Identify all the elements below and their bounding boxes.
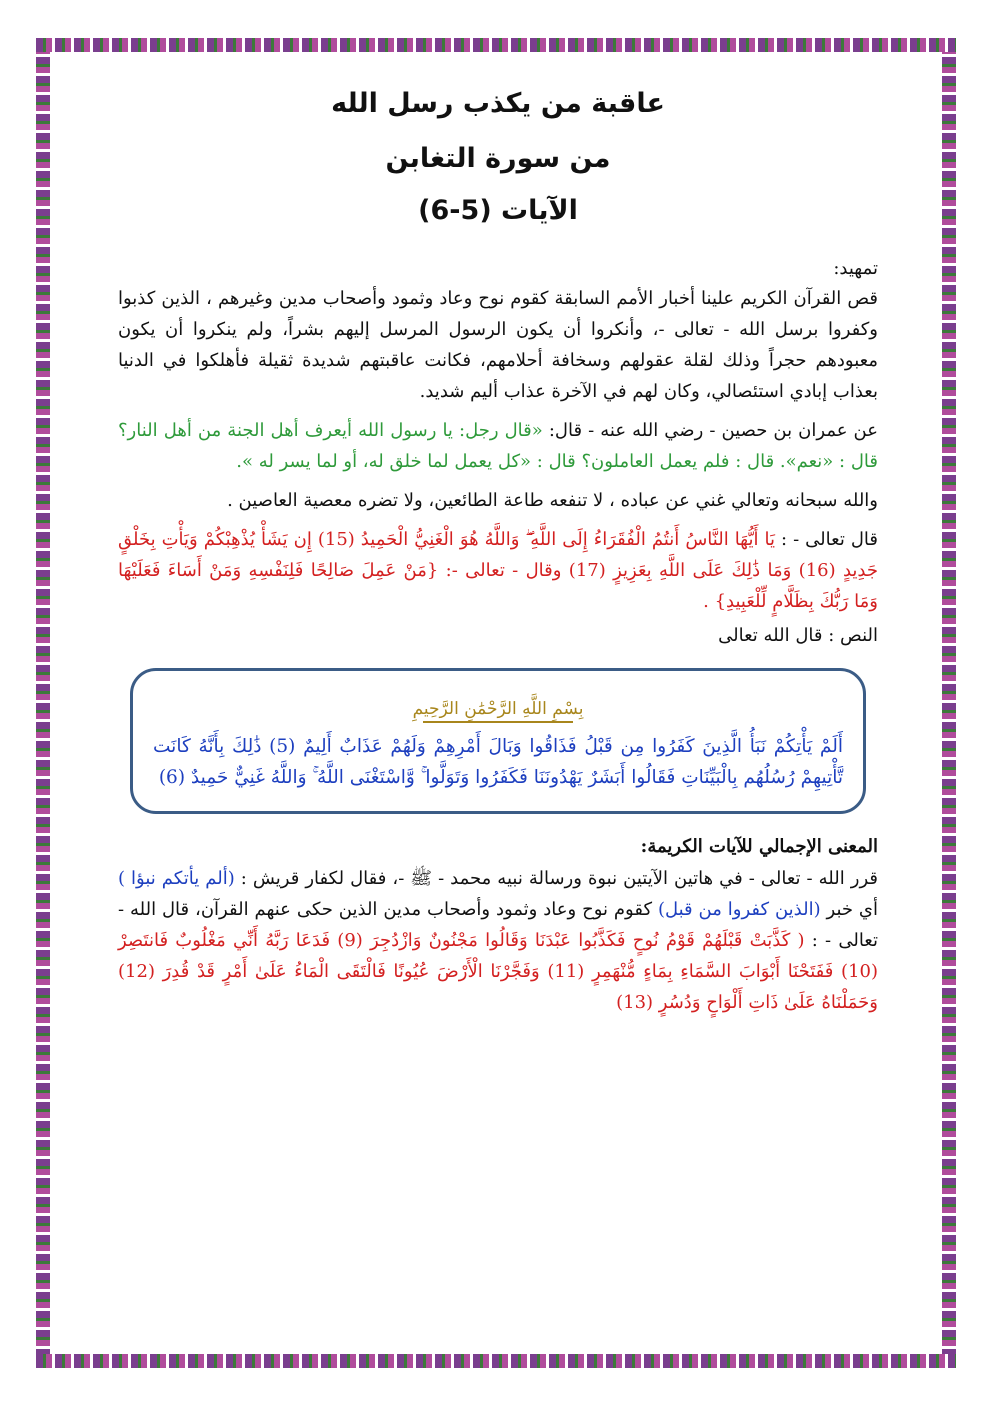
hadith-prefix: عن عمران بن حصين - رضي الله عنه - قال: xyxy=(542,419,878,441)
intro-paragraph: قص القرآن الكريم علينا أخبار الأمم السابقة كقوم نوح وعاد وثمود وأصحاب مدين وغيرهم ، الذين كذبوا وكفروا برسل الله - تعالى -، وأنكروا أن يكون الرسول المرسل إليهم بشراً، ولم ينكروا أن يكون معبودهم حجراً وذلك لقلة عقولهم وسخافة أحلامهم، فكانت عاقبتهم شديدة ثقيلة فأهلكوا في الدنيا بعذاب إبادي استئصالي، وكان لهم في الآخرة عذاب أليم شديد. xyxy=(118,287,878,402)
hadith-text: «قال رجل: يا رسول الله أيعرف أهل الجنة من أهل النار؟ قال : «نعم». قال : فلم يعمل العاملون؟ قال : «كل يعمل لما خلق له، أو لما يسر له ». xyxy=(118,419,878,472)
basmala-text: بِسْمِ اللَّهِ الرَّحْمَٰنِ الرَّحِيمِ xyxy=(412,698,584,719)
meaning-phrase-2: (الذين كفروا من قبل) xyxy=(657,898,821,920)
meaning-verses: ( كَذَّبَتْ قَبْلَهُمْ قَوْمُ نُوحٍ فَكَذَّبُوا عَبْدَنَا وَقَالُوا مَجْنُونٌ وَازْدُجِرَ (9) فَدَعَا رَبَّهُ أَنِّي مَغْلُوبٌ فَانتَصِرْ (10) فَفَتَحْنَا أَبْوَابَ السَّمَاءِ بِمَاءٍ مُّنْهَمِرٍ (11) وَفَجَّرْنَا الْأَرْضَ عُيُونًا فَالْتَقَى الْمَاءُ عَلَىٰ أَمْرٍ قَدْ قُدِرَ (12) وَحَمَلْنَاهُ عَلَىٰ ذَاتِ أَلْوَاحٍ وَدُسُرٍ (13) xyxy=(118,929,878,1013)
meaning-paragraph xyxy=(118,863,878,1018)
meaning-phrase-1: (ألم يأتكم نبؤا ) xyxy=(118,867,235,889)
text-label: النص : قال الله تعالى xyxy=(718,624,878,646)
meaning-part-3: كقوم نوح وعاد وثمود وأصحاب مدين الذين حكى عنهم القرآن، قال الله - تعالى - : xyxy=(118,898,878,951)
meaning-heading xyxy=(118,836,878,857)
meaning-heading-text: المعنى الإجمالي للآيات الكريمة: xyxy=(640,835,878,857)
page-title: عاقبة من يكذب رسل الله xyxy=(331,88,665,119)
quran-box xyxy=(130,668,866,814)
note-paragraph: والله سبحانه وتعالي غني عن عباده ، لا تنفعه طاعة الطائعين، ولا تضره معصية العاصين . xyxy=(227,489,878,511)
quote-mid: وقال - تعالى -: xyxy=(438,559,569,581)
quote-verses-1: يَا أَيُّهَا النَّاسُ أَنتُمُ الْفُقَرَاءُ إِلَى اللَّهِ ۖ وَاللَّهُ هُوَ الْغَنِيُّ الْحَمِيدُ (15) إِن يَشَأْ يُذْهِبْكُمْ وَيَأْتِ بِخَلْقٍ جَدِيدٍ (16) وَمَا ذَٰلِكَ عَلَى اللَّهِ بِعَزِيزٍ (17) xyxy=(118,528,878,581)
quran-verses: أَلَمْ يَأْتِكُمْ نَبَأُ الَّذِينَ كَفَرُوا مِن قَبْلُ فَذَاقُوا وَبَالَ أَمْرِهِمْ وَلَهُمْ عَذَابٌ أَلِيمٌ (5) ذَٰلِكَ بِأَنَّهُ كَانَت تَّأْتِيهِمْ رُسُلُهُم بِالْبَيِّنَاتِ فَقَالُوا أَبَشَرٌ يَهْدُونَنَا فَكَفَرُوا وَتَوَلَّوا ۚ وَّاسْتَغْنَى اللَّهُ ۚ وَاللَّهُ غَنِيٌّ حَمِيدٌ (6) xyxy=(153,735,843,788)
page-content xyxy=(118,82,878,1026)
surah-title: من سورة التغابن xyxy=(385,142,611,174)
basmala-underline xyxy=(423,721,573,723)
verses-title: الآيات (5-6) xyxy=(418,195,578,226)
basmala xyxy=(153,699,843,723)
quote-paragraph xyxy=(118,524,878,617)
hadith-paragraph xyxy=(118,415,878,477)
meaning-part-1: قرر الله - تعالى - في هاتين الآيتين نبوة ورسالة نبيه محمد - ﷺ -، فقال لكفار قريش : xyxy=(234,867,879,889)
quote-prefix: قال تعالى - : xyxy=(775,528,879,550)
meaning-part-2: أي خبر xyxy=(820,898,879,920)
intro-label: تمهيد: xyxy=(833,257,878,279)
quote-verses-2: {مَنْ عَمِلَ صَالِحًا فَلِنَفْسِهِ وَمَنْ أَسَاءَ فَعَلَيْهَا وَمَا رَبُّكَ بِظَلَّامٍ لِّلْعَبِيدِ} . xyxy=(118,559,878,612)
